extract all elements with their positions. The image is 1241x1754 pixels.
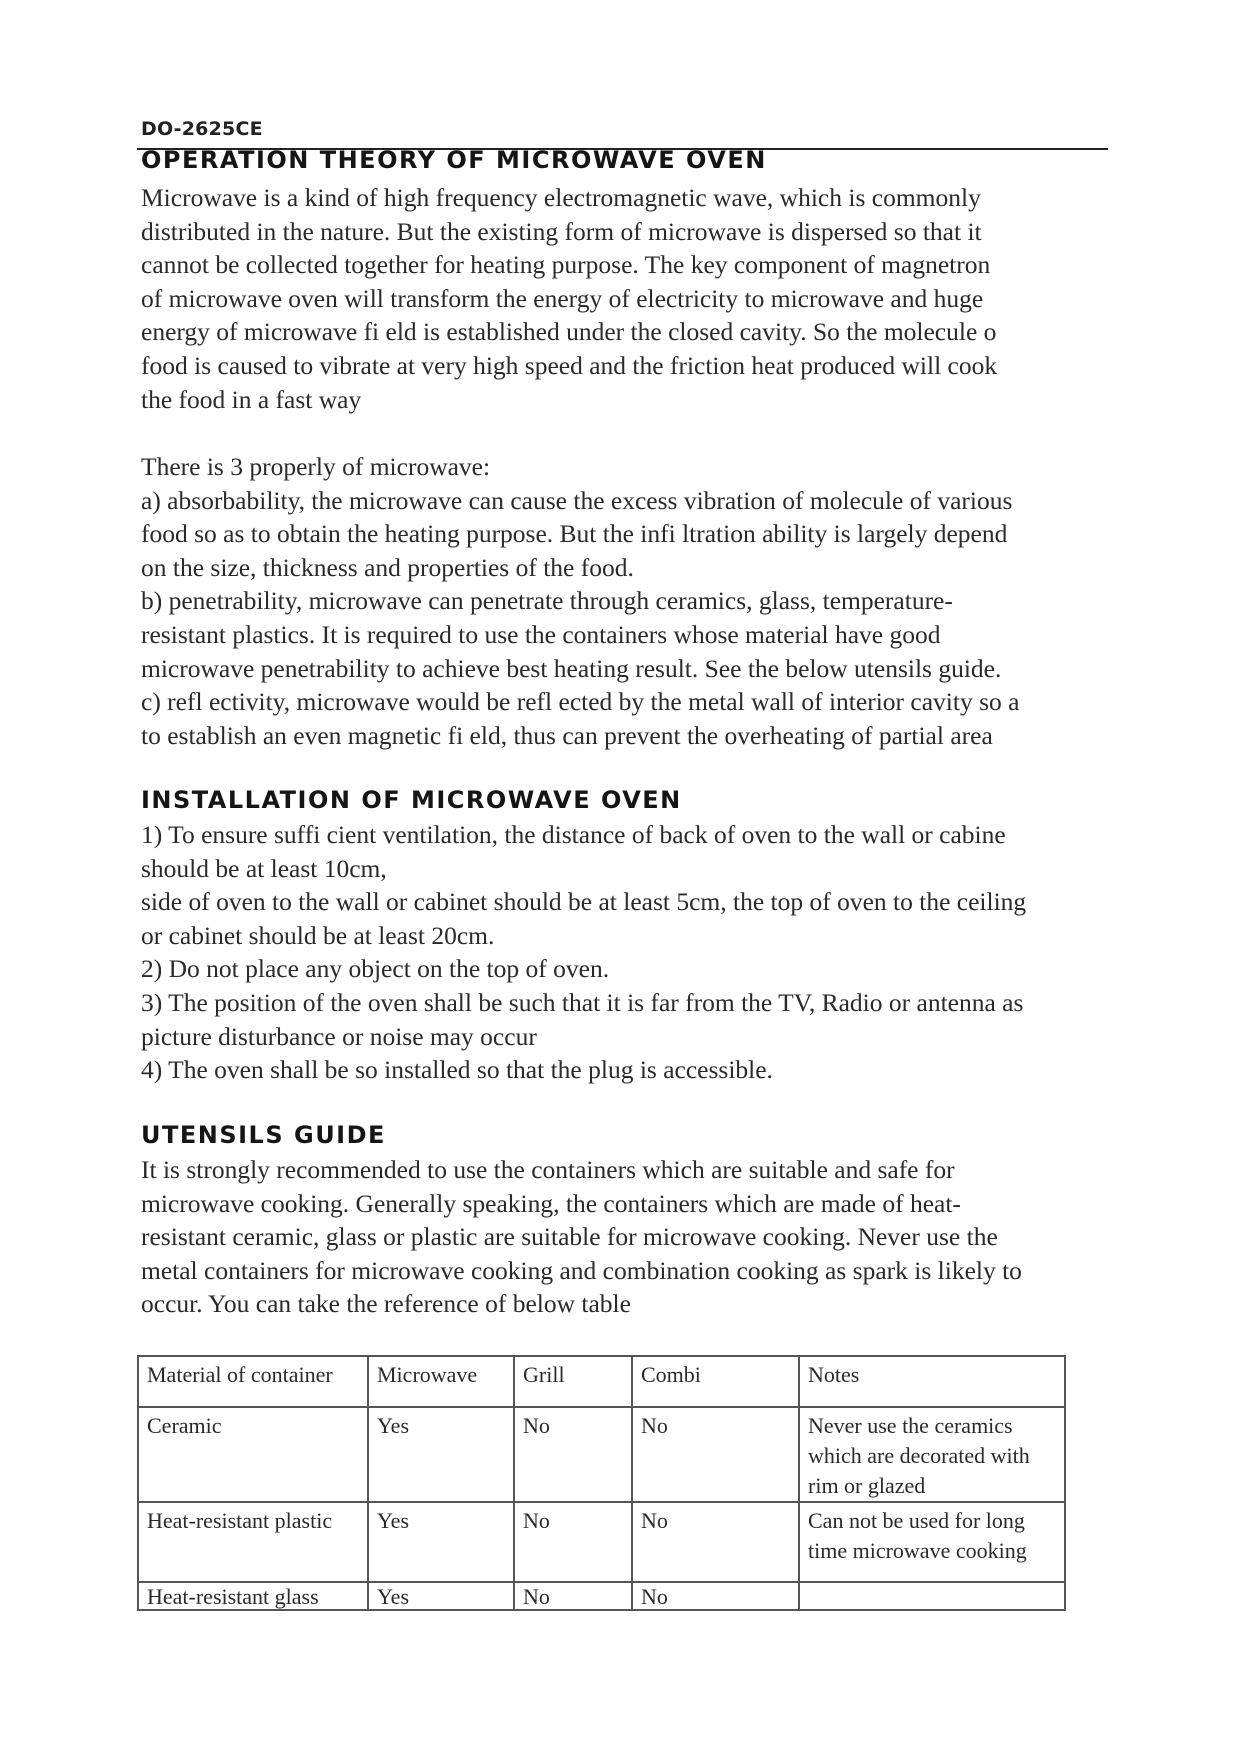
paragraph-line: microwave cooking. Generally speaking, the containers which are made of heat- — [141, 1188, 961, 1218]
property-line: b) penetrability, microwave can penetrate through ceramics, glass, temperature- — [141, 586, 953, 616]
table-row — [138, 1407, 1065, 1502]
microwave-properties — [141, 450, 1019, 752]
paragraph-line: It is strongly recommended to use the containers which are suitable and safe for — [141, 1155, 955, 1184]
utensils-guide-heading: UTENSILS GUIDE — [141, 1121, 386, 1149]
instruction-line: picture disturbance or noise may occur — [141, 1021, 537, 1051]
table-cell: Can not be used for long time microwave cooking — [799, 1502, 1065, 1582]
installation-heading: INSTALLATION OF MICROWAVE OVEN — [141, 786, 682, 814]
property-line: a) absorbability, the microwave can cause the excess vibration of molecule of various — [141, 485, 1013, 515]
table-cell: No — [514, 1582, 632, 1610]
column-header: Notes — [799, 1356, 1065, 1407]
column-header: Grill — [514, 1356, 632, 1407]
installation-instructions — [141, 818, 1026, 1087]
table-cell: Ceramic — [138, 1407, 368, 1502]
table-cell: Never use the ceramics which are decorated with rim or glazed — [799, 1407, 1065, 1502]
table-cell: No — [514, 1502, 632, 1582]
model-number: DO-2625CE — [141, 118, 263, 140]
property-line: c) refl ectivity, microwave would be refl ected by the metal wall of interior cavity so a — [141, 687, 1020, 717]
instruction-line: 3) The position of the oven shall be such that it is far from the TV, Radio or antenna as — [141, 987, 1024, 1017]
property-line: food so as to obtain the heating purpose. But the infi ltration ability is largely depend — [141, 519, 1008, 549]
paragraph-line: metal containers for microwave cooking and combination cooking as spark is likely to — [141, 1255, 1022, 1285]
table-row — [138, 1502, 1065, 1582]
table-cell: Heat-resistant plastic — [138, 1502, 368, 1582]
table-cell: Heat-resistant glass — [138, 1582, 368, 1610]
instruction-line: 2) Do not place any object on the top of oven. — [141, 954, 610, 984]
instruction-line: side of oven to the wall or cabinet should be at least 5cm, the top of oven to the ceiling — [141, 887, 1027, 917]
operation-theory-heading: OPERATION THEORY OF MICROWAVE OVEN — [141, 146, 767, 174]
paragraph-line: energy of microwave fi eld is established under the closed cavity. So the molecule o — [141, 317, 997, 347]
paragraph-line: cannot be collected together for heating purpose. The key component of magnetron — [141, 250, 991, 280]
column-header: Combi — [632, 1356, 799, 1407]
table-cell: Yes — [368, 1582, 514, 1610]
property-line: resistant plastics. It is required to use the containers whose material have good — [141, 619, 941, 649]
table-cell: Yes — [368, 1407, 514, 1502]
table-cell — [799, 1582, 1065, 1610]
instruction-line: or cabinet should be at least 20cm. — [141, 920, 495, 950]
utensils-guide-paragraph — [141, 1153, 1022, 1321]
property-line: microwave penetrability to achieve best heating result. See the below utensils guide. — [141, 653, 1002, 683]
column-header: Material of container — [138, 1356, 368, 1407]
utensils-table — [137, 1355, 1066, 1611]
paragraph-line: of microwave oven will transform the energy of electricity to microwave and huge — [141, 283, 984, 313]
column-header: Microwave — [368, 1356, 514, 1407]
paragraph-line: the food in a fast way — [141, 384, 362, 414]
operation-theory-paragraph — [141, 181, 997, 416]
paragraph-line: occur. You can take the reference of below table — [141, 1289, 631, 1319]
table-header-row — [138, 1356, 1065, 1407]
paragraph-line: Microwave is a kind of high frequency electromagnetic wave, which is commonly — [141, 183, 981, 212]
instruction-line: should be at least 10cm, — [141, 853, 387, 883]
table-cell: No — [514, 1407, 632, 1502]
table-cell: Yes — [368, 1502, 514, 1582]
paragraph-line: distributed in the nature. But the existing form of microwave is dispersed so that it — [141, 216, 982, 246]
paragraph-line: food is caused to vibrate at very high speed and the friction heat produced will cook — [141, 350, 998, 380]
paragraph-line: resistant ceramic, glass or plastic are suitable for microwave cooking. Never use the — [141, 1222, 998, 1252]
property-line: to establish an even magnetic fi eld, thus can prevent the overheating of partial area — [141, 720, 993, 750]
properties-intro: There is 3 properly of microwave: — [141, 452, 491, 481]
table-cell: No — [632, 1582, 799, 1610]
table-row — [138, 1582, 1065, 1610]
instruction-line: 1) To ensure suffi cient ventilation, the distance of back of oven to the wall or cabine — [141, 820, 1006, 849]
table-cell: No — [632, 1407, 799, 1502]
instruction-line: 4) The oven shall be so installed so that the plug is accessible. — [141, 1055, 773, 1085]
property-line: on the size, thickness and properties of the food. — [141, 552, 634, 582]
table-cell: No — [632, 1502, 799, 1582]
